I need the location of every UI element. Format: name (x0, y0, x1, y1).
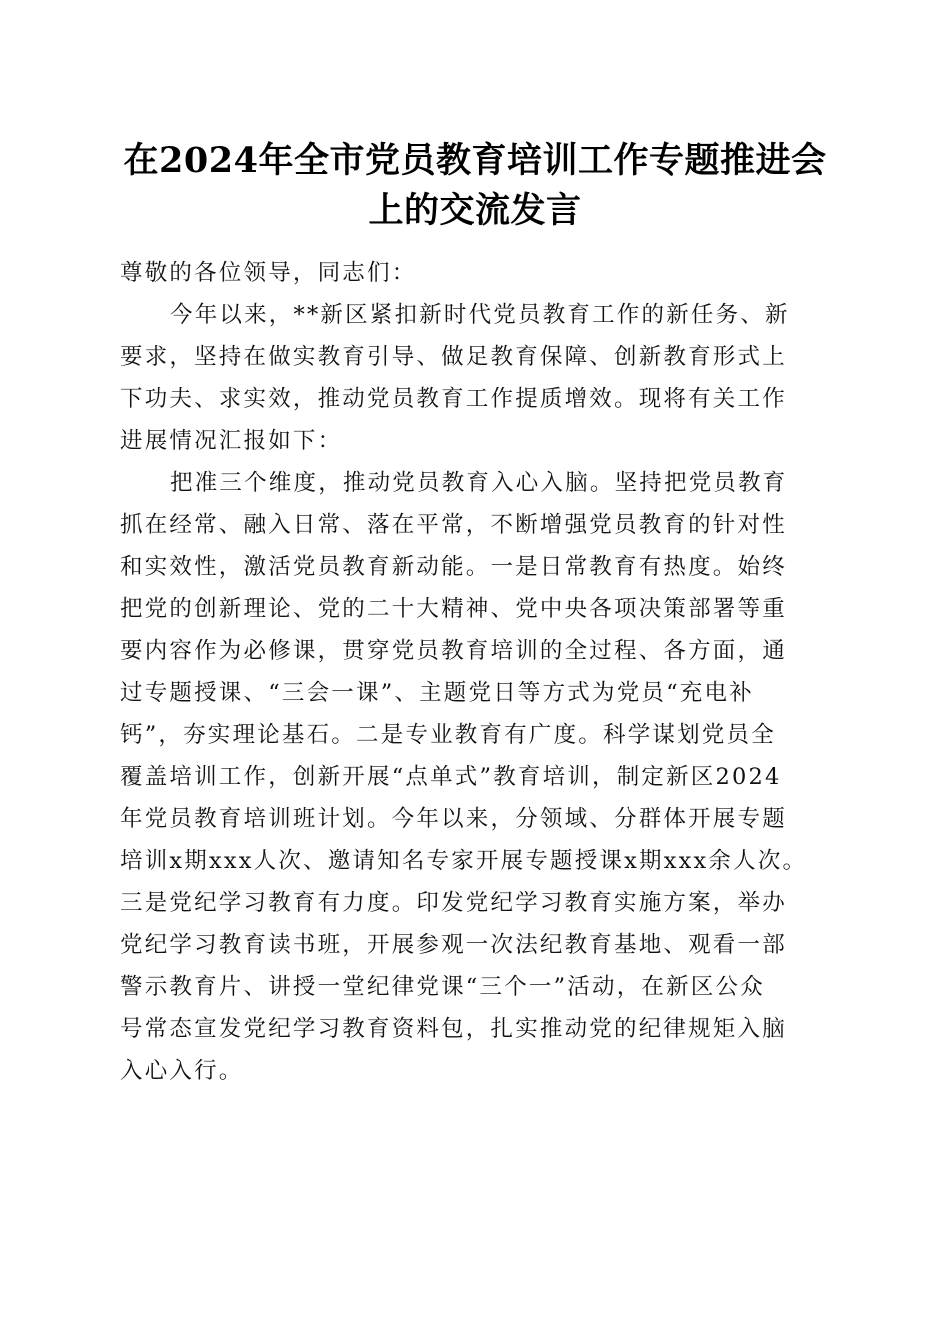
paragraph-line: 下功夫、求实效，推动党员教育工作提质增效。现将有关工作 (120, 386, 787, 412)
document-body (120, 252, 860, 1092)
paragraph-line: 今年以来，**新区紧扣新时代党员教育工作的新任务、新 (170, 302, 790, 328)
paragraph-line: 把党的创新理论、党的二十大精神、党中央各项决策部署等重 (120, 596, 787, 622)
paragraph-line: 过专题授课、“三会一课”、主题党日等方式为党员“充电补 (120, 680, 754, 706)
paragraph-line: 和实效性，激活党员教育新动能。一是日常教育有热度。始终 (120, 554, 787, 580)
paragraph-line: 入心入行。 (120, 1058, 244, 1084)
salutation: 尊敬的各位领导，同志们： (120, 260, 417, 286)
paragraph-line: 号常态宣发党纪学习教育资料包，扎实推动党的纪律规矩入脑 (120, 1016, 787, 1042)
title-line-1: 在2024年全市党员教育培训工作专题推进会 (123, 140, 827, 181)
paragraph-line: 年党员教育培训班计划。今年以来，分领域、分群体开展专题 (120, 806, 787, 832)
paragraph-line: 抓在经常、融入日常、落在平常，不断增强党员教育的针对性 (120, 512, 787, 538)
paragraph-line: 进展情况汇报如下： (120, 428, 343, 454)
paragraph-line: 覆盖培训工作，创新开展“点单式”教育培训，制定新区2024 (120, 764, 782, 790)
paragraph-line: 把准三个维度，推动党员教育入心入脑。坚持把党员教育 (170, 470, 788, 496)
paragraph-line: 党纪学习教育读书班，开展参观一次法纪教育基地、观看一部 (120, 932, 787, 958)
paragraph-line: 培训x期xxx人次、邀请知名专家开展专题授课x期xxx余人次。 (120, 848, 808, 874)
paragraph-line: 要求，坚持在做实教育引导、做足教育保障、创新教育形式上 (120, 344, 787, 370)
document-title (100, 136, 850, 236)
paragraph-line: 三是党纪学习教育有力度。印发党纪学习教育实施方案，举办 (120, 890, 787, 916)
title-line-2: 上的交流发言 (368, 190, 582, 231)
paragraph-line: 要内容作为必修课，贯穿党员教育培训的全过程、各方面，通 (120, 638, 787, 664)
paragraph-line: 钙”，夯实理论基石。二是专业教育有广度。科学谋划党员全 (120, 722, 776, 748)
paragraph-line: 警示教育片、讲授一堂纪律党课“三个一”活动，在新区公众 (120, 974, 765, 1000)
